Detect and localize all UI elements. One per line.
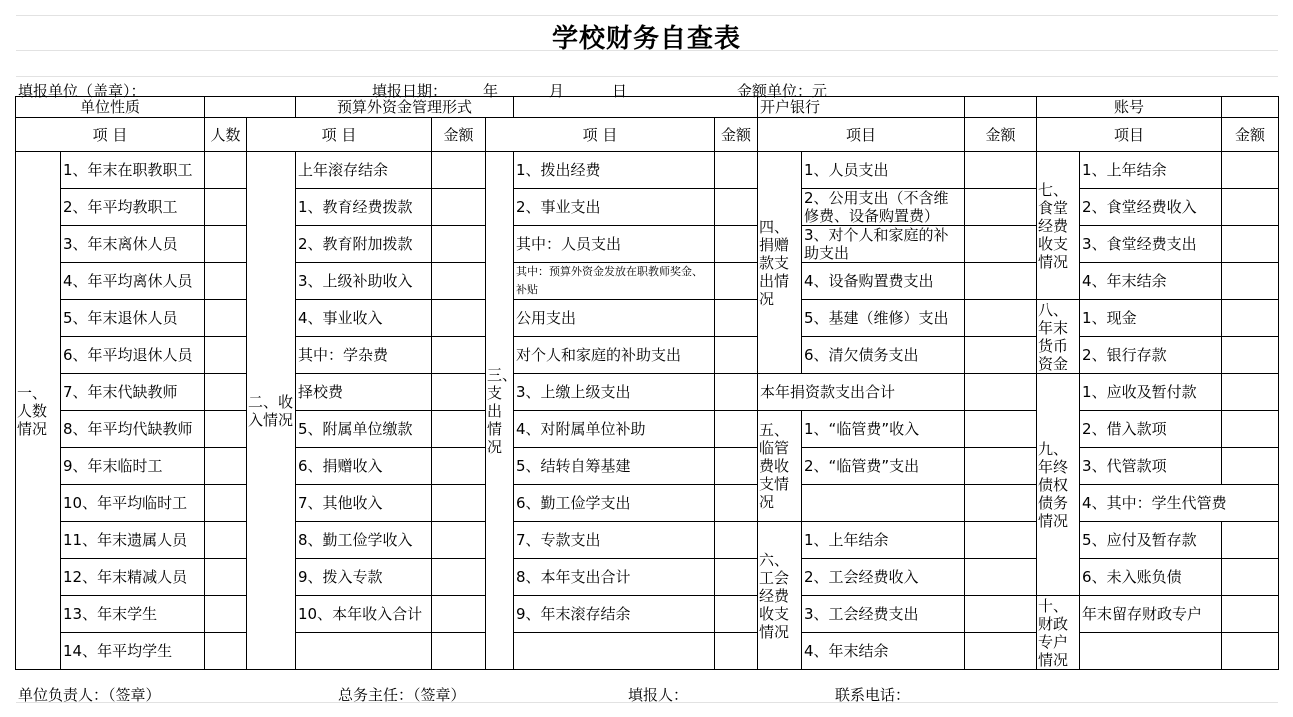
meta-row (16, 97, 1279, 118)
header-amount-3: 金额 (715, 118, 758, 152)
income-item: 其中：学杂费 (296, 337, 432, 374)
expenditure-item: 3、上缴上级支出 (514, 374, 715, 411)
unit-nature-value[interactable] (205, 97, 296, 118)
page-title: 学校财务自查表 (551, 24, 741, 54)
donation-item: 3、对个人和家庭的补助支出 (802, 226, 965, 263)
headcount-item: 12、年末精减人员 (61, 559, 205, 596)
expenditure-amount[interactable] (715, 337, 758, 374)
expenditure-amount[interactable] (715, 189, 758, 226)
expenditure-item: 7、专款支出 (514, 522, 715, 559)
income-amount[interactable] (432, 633, 486, 670)
debt-item: 6、未入账负债 (1080, 559, 1222, 596)
expenditure-amount[interactable] (715, 633, 758, 670)
expenditure-item: 其中：预算外资金发放在职教师奖金、补贴 (514, 263, 715, 300)
section-donation: 四、捐赠款支出情况 (758, 152, 802, 374)
monetary-item: 1、现金 (1080, 300, 1222, 337)
headcount-value[interactable] (205, 411, 247, 448)
fiscal-item (1080, 633, 1222, 670)
income-item: 1、教育经费拨款 (296, 189, 432, 226)
table-row (16, 633, 1279, 670)
headcount-item: 7、年末代缺教师 (61, 374, 205, 411)
table-row (16, 596, 1279, 633)
donation-item: 1、人员支出 (802, 152, 965, 189)
budget-form-label: 预算外资金管理形式 (296, 97, 514, 118)
header-item-2: 项 目 (247, 118, 432, 152)
headcount-item: 14、年平均学生 (61, 633, 205, 670)
expenditure-item (514, 633, 715, 670)
debt-item: 2、借入款项 (1080, 411, 1222, 448)
sheet-gridline (16, 15, 1278, 16)
union-item: 2、工会经费收入 (802, 559, 965, 596)
header-row (16, 118, 1279, 152)
expenditure-amount[interactable] (715, 448, 758, 485)
headcount-item: 3、年末离休人员 (61, 226, 205, 263)
headcount-value[interactable] (205, 485, 247, 522)
expenditure-item: 其中：人员支出 (514, 226, 715, 263)
year-label: 年 (483, 82, 499, 100)
table-row (16, 411, 1279, 448)
footer-phone: 联系电话： (835, 686, 911, 704)
canteen-item: 3、食堂经费支出 (1080, 226, 1222, 263)
headcount-value[interactable] (205, 226, 247, 263)
canteen-amount[interactable] (1222, 189, 1279, 226)
income-amount[interactable] (432, 337, 486, 374)
fiscal-amount[interactable] (1222, 633, 1279, 670)
monetary-amount[interactable] (1222, 300, 1279, 337)
headcount-item: 10、年平均临时工 (61, 485, 205, 522)
headcount-value[interactable] (205, 337, 247, 374)
expenditure-amount[interactable] (715, 226, 758, 263)
section-headcount: 一、人数情况 (16, 152, 61, 670)
expenditure-amount[interactable] (715, 263, 758, 300)
table-row (16, 189, 1279, 226)
income-item: 3、上级补助收入 (296, 263, 432, 300)
table-row (16, 374, 1279, 411)
debt-item: 4、其中：学生代管费 (1080, 485, 1279, 522)
debt-amount[interactable] (1222, 522, 1279, 559)
expenditure-item: 4、对附属单位补助 (514, 411, 715, 448)
headcount-value[interactable] (205, 263, 247, 300)
donation-amount[interactable] (965, 152, 1037, 189)
income-amount[interactable] (432, 152, 486, 189)
donation-item: 2、公用支出（不含维修费、设备购置费） (802, 189, 965, 226)
debt-amount[interactable] (1222, 411, 1279, 448)
canteen-amount[interactable] (1222, 152, 1279, 189)
self-check-table (15, 96, 1279, 670)
expenditure-amount[interactable] (715, 522, 758, 559)
income-amount[interactable] (432, 374, 486, 411)
footer-unit-head: 单位负责人：（签章） (18, 686, 161, 704)
donation-item: 5、基建（维修）支出 (802, 300, 965, 337)
union-amount[interactable] (965, 559, 1037, 596)
donation-amount[interactable] (965, 300, 1037, 337)
canteen-item: 2、食堂经费收入 (1080, 189, 1222, 226)
headcount-item: 9、年末临时工 (61, 448, 205, 485)
sheet-gridline (16, 76, 1278, 77)
headcount-value[interactable] (205, 152, 247, 189)
table-row (16, 448, 1279, 485)
temp-fee-item: 2、“临管费”支出 (802, 448, 965, 485)
expenditure-amount[interactable] (715, 374, 758, 411)
income-item: 9、拨入专款 (296, 559, 432, 596)
headcount-item: 13、年末学生 (61, 596, 205, 633)
headcount-item: 4、年平均离休人员 (61, 263, 205, 300)
header-item-4: 项目 (758, 118, 965, 152)
donation-total-item: 本年捐资款支出合计 (758, 374, 965, 411)
table-row (16, 559, 1279, 596)
temp-fee-item (802, 485, 965, 522)
debt-item: 1、应收及暂付款 (1080, 374, 1222, 411)
union-amount[interactable] (965, 633, 1037, 670)
footer-filler: 填报人： (628, 686, 689, 704)
expenditure-amount[interactable] (715, 152, 758, 189)
canteen-amount[interactable] (1222, 263, 1279, 300)
headcount-value[interactable] (205, 300, 247, 337)
income-item: 7、其他收入 (296, 485, 432, 522)
table-row (16, 152, 1279, 189)
canteen-item: 4、年末结余 (1080, 263, 1222, 300)
union-item: 1、上年结余 (802, 522, 965, 559)
expenditure-amount[interactable] (715, 485, 758, 522)
income-amount[interactable] (432, 300, 486, 337)
income-amount[interactable] (432, 263, 486, 300)
headcount-value[interactable] (205, 596, 247, 633)
fill-date-label: 填报日期： (372, 82, 448, 100)
union-amount[interactable] (965, 522, 1037, 559)
donation-amount[interactable] (965, 189, 1037, 226)
headcount-item: 11、年末遗属人员 (61, 522, 205, 559)
headcount-value[interactable] (205, 522, 247, 559)
section-union-funds: 六、工会经费收支情况 (758, 522, 802, 670)
expenditure-item: 6、勤工俭学支出 (514, 485, 715, 522)
debt-amount[interactable] (1222, 559, 1279, 596)
temp-fee-item: 1、“临管费”收入 (802, 411, 965, 448)
section-monetary-funds: 八、年末货币资金 (1037, 300, 1080, 374)
donation-amount[interactable] (965, 337, 1037, 374)
headcount-value[interactable] (205, 633, 247, 670)
donation-item: 4、设备购置费支出 (802, 263, 965, 300)
headcount-value[interactable] (205, 189, 247, 226)
header-item-5: 项目 (1037, 118, 1222, 152)
headcount-item: 5、年末退休人员 (61, 300, 205, 337)
table-body (16, 97, 1279, 670)
budget-form-value[interactable] (514, 97, 758, 118)
expenditure-amount[interactable] (715, 411, 758, 448)
account-value[interactable] (1222, 97, 1279, 118)
header-amount-2: 金额 (432, 118, 486, 152)
expenditure-item: 公用支出 (514, 300, 715, 337)
income-amount[interactable] (432, 596, 486, 633)
currency-unit-label: 金额单位：元 (737, 82, 828, 100)
income-amount[interactable] (432, 485, 486, 522)
canteen-amount[interactable] (1222, 226, 1279, 263)
income-item: 6、捐赠收入 (296, 448, 432, 485)
month-label: 月 (549, 82, 565, 100)
temp-fee-amount[interactable] (965, 485, 1037, 522)
expenditure-item: 5、结转自筹基建 (514, 448, 715, 485)
bank-label: 开户银行 (758, 97, 965, 118)
donation-total-amount[interactable] (965, 374, 1037, 411)
fiscal-item: 年末留存财政专户 (1080, 596, 1222, 633)
table-row (16, 263, 1279, 300)
income-item: 2、教育附加拨款 (296, 226, 432, 263)
header-count: 人数 (205, 118, 247, 152)
section-fiscal-account: 十、财政专户情况 (1037, 596, 1080, 670)
expenditure-item: 8、本年支出合计 (514, 559, 715, 596)
debt-amount[interactable] (1222, 448, 1279, 485)
table-row (16, 522, 1279, 559)
income-item: 8、勤工俭学收入 (296, 522, 432, 559)
section-debts: 九、年终债权债务情况 (1037, 374, 1080, 596)
section-canteen: 七、食堂经费收支情况 (1037, 152, 1080, 300)
income-item: 10、本年收入合计 (296, 596, 432, 633)
footer-director: 总务主任：（签章） (338, 686, 466, 704)
headcount-value[interactable] (205, 448, 247, 485)
donation-amount[interactable] (965, 226, 1037, 263)
expenditure-item: 9、年末滚存结余 (514, 596, 715, 633)
section-temp-fees: 五、临管费收支情况 (758, 411, 802, 522)
income-item: 上年滚存结余 (296, 152, 432, 189)
fiscal-amount[interactable] (1222, 596, 1279, 633)
income-item (296, 633, 432, 670)
headcount-item: 6、年平均退休人员 (61, 337, 205, 374)
header-item-3: 项 目 (486, 118, 715, 152)
monetary-item: 2、银行存款 (1080, 337, 1222, 374)
donation-item: 6、清欠债务支出 (802, 337, 965, 374)
header-amount-4: 金额 (965, 118, 1037, 152)
debt-item: 3、代管款项 (1080, 448, 1222, 485)
headcount-item: 1、年末在职教职工 (61, 152, 205, 189)
header-item-1: 项 目 (16, 118, 205, 152)
monetary-amount[interactable] (1222, 337, 1279, 374)
expenditure-amount[interactable] (715, 596, 758, 633)
canteen-item: 1、上年结余 (1080, 152, 1222, 189)
income-amount[interactable] (432, 448, 486, 485)
section-expenditure: 三、支出情况 (486, 152, 514, 670)
table-row (16, 485, 1279, 522)
table-row (16, 337, 1279, 374)
expenditure-amount[interactable] (715, 300, 758, 337)
headcount-value[interactable] (205, 374, 247, 411)
income-amount[interactable] (432, 411, 486, 448)
debt-item: 5、应付及暂存款 (1080, 522, 1222, 559)
debt-amount[interactable] (1222, 374, 1279, 411)
table-row (16, 226, 1279, 263)
unit-nature-label: 单位性质 (16, 97, 205, 118)
income-amount[interactable] (432, 522, 486, 559)
income-item: 4、事业收入 (296, 300, 432, 337)
temp-fee-amount[interactable] (965, 411, 1037, 448)
table-row (16, 300, 1279, 337)
account-label: 账号 (1037, 97, 1222, 118)
fill-unit-label: 填报单位（盖章）： (18, 82, 146, 100)
income-amount[interactable] (432, 189, 486, 226)
day-label: 日 (612, 82, 628, 100)
union-item: 4、年末结余 (802, 633, 965, 670)
income-amount[interactable] (432, 226, 486, 263)
income-amount[interactable] (432, 559, 486, 596)
headcount-item: 8、年平均代缺教师 (61, 411, 205, 448)
headcount-value[interactable] (205, 559, 247, 596)
donation-amount[interactable] (965, 263, 1037, 300)
income-item: 择校费 (296, 374, 432, 411)
union-item: 3、工会经费支出 (802, 596, 965, 633)
expenditure-item: 1、拨出经费 (514, 152, 715, 189)
expenditure-amount[interactable] (715, 559, 758, 596)
headcount-item: 2、年平均教职工 (61, 189, 205, 226)
header-amount-5: 金额 (1222, 118, 1279, 152)
expenditure-item: 对个人和家庭的补助支出 (514, 337, 715, 374)
union-amount[interactable] (965, 596, 1037, 633)
section-income: 二、收入情况 (247, 152, 296, 670)
bank-value[interactable] (965, 97, 1037, 118)
temp-fee-amount[interactable] (965, 448, 1037, 485)
expenditure-item: 2、事业支出 (514, 189, 715, 226)
income-item: 5、附属单位缴款 (296, 411, 432, 448)
